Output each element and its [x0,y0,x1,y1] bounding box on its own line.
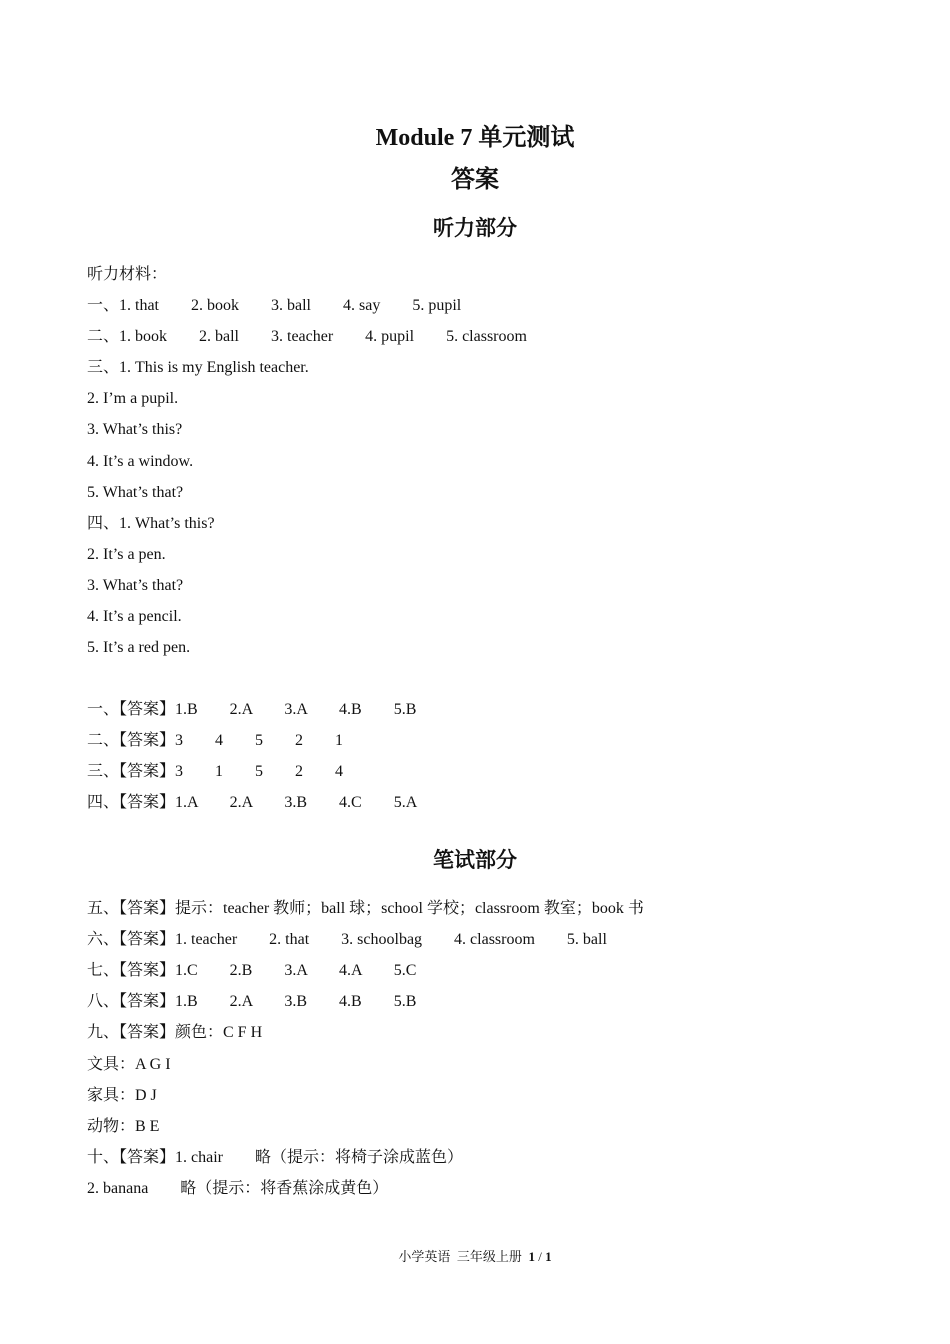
listening-line: 2. I’m a pupil. [87,390,179,407]
written-line: 九、【答案】颜色：C F H [87,1024,263,1041]
listening-line: 5. What’s that? [87,484,184,501]
written-line: 七、【答案】1.C 2.B 3.A 4.A 5.C [87,962,417,979]
listening-line: 一、1. that 2. book 3. ball 4. say 5. pupil [87,297,462,314]
listening-line: 2. It’s a pen. [87,546,166,563]
written-line: 2. banana 略（提示：将香蕉涂成黄色） [87,1180,389,1197]
written-line: 六、【答案】1. teacher 2. that 3. schoolbag 4. classroom 5. ball [87,931,607,948]
footer-page-number: 1 [528,1249,535,1264]
listening-answer: 三、【答案】3 1 5 2 4 [87,763,344,780]
listening-line: 3. What’s this? [87,421,183,438]
listening-answer: 四、【答案】1.A 2.A 3.B 4.C 5.A [87,794,418,811]
written-line: 八、【答案】1.B 2.A 3.B 4.B 5.B [87,993,417,1010]
page-subtitle: 答案 [451,167,499,193]
footer-page-total: 1 [545,1249,552,1264]
listening-line: 4. It’s a pencil. [87,608,182,625]
footer-separator: / [534,1249,546,1264]
listening-answer: 一、【答案】1.B 2.A 3.A 4.B 5.B [87,701,417,718]
written-line: 五、【答案】提示：teacher 教师；ball 球；school 学校；classroom 教室；book 书 [87,900,644,917]
listening-answer: 二、【答案】3 4 5 2 1 [87,732,344,749]
listening-line: 二、1. book 2. ball 3. teacher 4. pupil 5. classroom [87,328,527,345]
listening-line: 四、1. What’s this? [87,515,215,532]
written-heading: 笔试部分 [433,848,517,872]
footer-label: 小学英语 三年级上册 [398,1249,529,1264]
written-line: 十、【答案】1. chair 略（提示：将椅子涂成蓝色） [87,1149,463,1166]
written-line: 动物：B E [87,1118,160,1135]
listening-line: 听力材料： [87,266,168,283]
listening-line: 5. It’s a red pen. [87,639,191,656]
listening-line: 三、1. This is my English teacher. [87,359,309,376]
listening-line: 3. What’s that? [87,577,184,594]
written-line: 家具：D J [87,1087,157,1104]
page-footer [0,1246,950,1265]
page-title: Module 7 单元测试 [375,125,575,151]
listening-line: 4. It’s a window. [87,453,194,470]
written-line: 文具：A G I [87,1056,171,1073]
listening-heading: 听力部分 [433,216,517,240]
